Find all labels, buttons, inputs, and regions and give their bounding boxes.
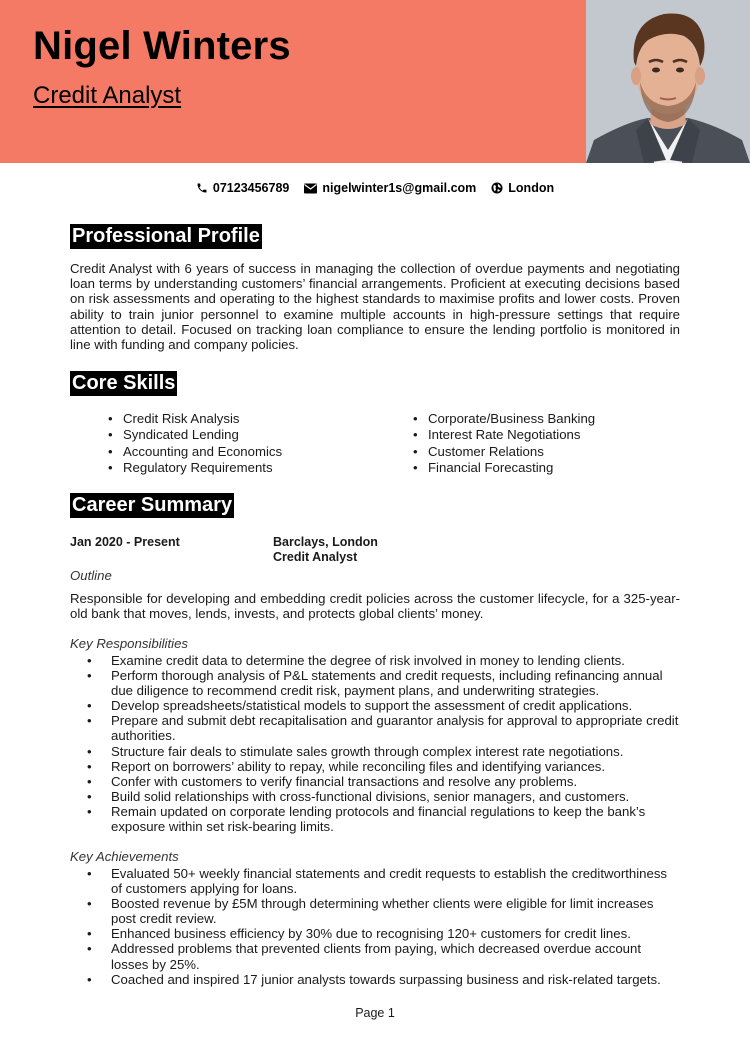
phone-number[interactable]: 07123456789 — [212, 181, 290, 195]
outline-text: Responsible for developing and embedding credit policies across the customer lifecycle, for a 325-year-old bank that moves, lends, invests, and protects global clients’ money. — [70, 591, 680, 622]
list-item: • Prepare and submit debt recapitalisation and guarantor analysis for approval to appropriate credit authorities. — [111, 713, 681, 743]
skill-item: • Regulatory Requirements — [108, 460, 413, 475]
list-item: • Develop spreadsheets/statistical models to support the assessment of credit applications. — [111, 698, 681, 713]
skill-item: • Customer Relations — [413, 444, 668, 459]
skill-item: • Syndicated Lending — [108, 427, 413, 442]
skills-list — [108, 411, 668, 476]
job-dates: Jan 2020 - Present — [70, 535, 180, 549]
location-text: London — [508, 181, 555, 195]
list-item: • Remain updated on corporate lending protocols and financial regulations to keep the bank’s exposure within set risk-bearing limits. — [111, 804, 681, 834]
job-title: Credit Analyst — [33, 82, 182, 109]
responsibilities-label: Key Responsibilities — [70, 636, 189, 651]
achievements-label: Key Achievements — [70, 849, 179, 864]
profile-text: Credit Analyst with 6 years of success in managing the collection of overdue payments and negotiating loan terms by understanding customers’ financial arrangements. Proficient at executing decisions based on risk assessments and operating to the highest standards to maximise profits and lower costs. Proven ability to train junior personnel to examine multiple accounts in high-pressure settings that require attention to detail. Focused on tracking loan compliance to ensure the lending portfolio is monitored in line with funding and company policies. — [70, 261, 680, 353]
achievements-list — [111, 866, 681, 987]
globe-icon — [491, 182, 503, 194]
skill-item: • Interest Rate Negotiations — [413, 427, 668, 442]
contact-bar — [0, 181, 750, 195]
list-item: • Perform thorough analysis of P&L statements and credit requests, including refinancing annual due diligence to recommend credit risk, payment plans, and underwriting strategies. — [111, 668, 681, 698]
email-address[interactable]: nigelwinter1s@gmail.com — [322, 181, 477, 195]
list-item: • Examine credit data to determine the degree of risk involved in money to lending clients. — [111, 653, 681, 668]
list-item: • Addressed problems that prevented clients from paying, which decreased overdue account losses by 25%. — [111, 941, 681, 971]
contact-location — [491, 181, 554, 195]
career-heading: Career Summary — [72, 494, 233, 516]
job-company: Barclays, London — [273, 535, 378, 549]
header-band — [0, 0, 586, 163]
skill-item: • Financial Forecasting — [413, 460, 668, 475]
profile-heading: Professional Profile — [72, 225, 260, 247]
contact-phone — [196, 181, 289, 195]
skill-item: • Credit Risk Analysis — [108, 411, 413, 426]
job-role: Credit Analyst — [273, 550, 358, 564]
list-item: • Report on borrowers’ ability to repay, while reconciling files and identifying variances. — [111, 759, 681, 774]
list-item: • Boosted revenue by £5M through determining whether clients were eligible for limit increases post credit review. — [111, 896, 681, 926]
skill-item: • Corporate/Business Banking — [413, 411, 668, 426]
outline-label: Outline — [70, 568, 112, 583]
list-item: • Structure fair deals to stimulate sales growth through complex interest rate negotiations. — [111, 744, 681, 759]
responsibilities-list — [111, 653, 681, 834]
job-company-block — [273, 535, 378, 565]
list-item: • Coached and inspired 17 junior analysts towards surpassing business and risk-related targets. — [111, 972, 681, 987]
list-item: • Enhanced business efficiency by 30% due to recognising 120+ customers for credit lines. — [111, 926, 681, 941]
skills-heading: Core Skills — [72, 372, 176, 394]
phone-icon — [196, 182, 208, 194]
skill-item: • Accounting and Economics — [108, 444, 413, 459]
candidate-name: Nigel Winters — [33, 24, 291, 68]
profile-photo — [586, 0, 750, 163]
page-number: Page 1 — [355, 1006, 395, 1020]
envelope-icon — [304, 183, 317, 194]
list-item: • Build solid relationships with cross-functional divisions, senior managers, and customers. — [111, 789, 681, 804]
list-item: • Confer with customers to verify financial transactions and resolve any problems. — [111, 774, 681, 789]
contact-email — [304, 181, 476, 195]
list-item: • Evaluated 50+ weekly financial statements and credit requests to establish the creditworthiness of customers applying for loans. — [111, 866, 681, 896]
